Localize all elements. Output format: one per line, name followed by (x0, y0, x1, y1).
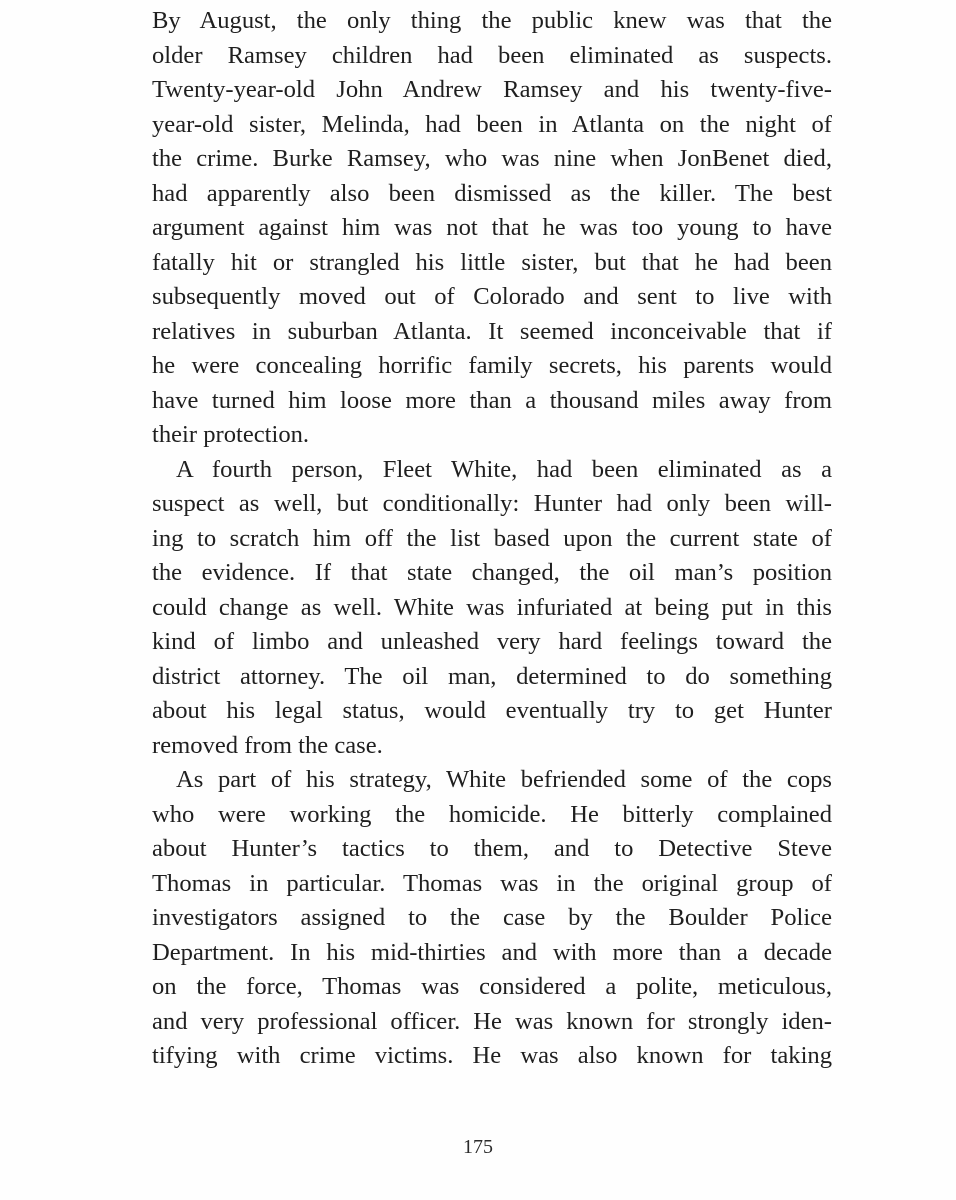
text-line: investigators assigned to the case by the Boulder Police (152, 904, 832, 931)
text-line: As part of his strategy, White befriended some of the cops (176, 766, 832, 793)
text-line: tifying with crime victims. He was also known for taking (152, 1042, 832, 1069)
text-line: year-old sister, Melinda, had been in Atlanta on the night of (152, 110, 832, 138)
text-line: suspect as well, but conditionally: Hunter had only been will- (152, 490, 832, 517)
text-line: Thomas in particular. Thomas was in the original group of (152, 869, 832, 897)
paragraph (152, 4, 832, 453)
text-line: argument against him was not that he was too young to have (152, 214, 832, 241)
text-line: subsequently moved out of Colorado and sent to live with (152, 283, 832, 310)
body-text (152, 4, 832, 1074)
text-line: Department. In his mid-thirties and with more than a decade (152, 938, 832, 966)
text-line: By August, the only thing the public knew was that the (152, 7, 832, 34)
text-line: have turned him loose more than a thousand miles away from (152, 386, 832, 414)
text-line: ing to scratch him off the list based upon the current state of (152, 524, 832, 552)
text-line: about Hunter’s tactics to them, and to Detective Steve (152, 835, 832, 862)
text-line: district attorney. The oil man, determined to do something (152, 662, 832, 690)
text-line: about his legal status, would eventually try to get Hunter (152, 697, 832, 724)
paragraph (152, 763, 832, 1074)
text-line: older Ramsey children had been eliminated as suspects. (152, 41, 832, 69)
text-line: he were concealing horrific family secrets, his parents would (152, 352, 832, 379)
text-line: A fourth person, Fleet White, had been eliminated as a (176, 455, 832, 483)
text-line: had apparently also been dismissed as the killer. The best (152, 179, 832, 207)
text-line: the crime. Burke Ramsey, who was nine when JonBenet died, (152, 145, 832, 172)
text-line: could change as well. White was infuriated at being put in this (152, 593, 832, 621)
text-line: relatives in suburban Atlanta. It seemed inconceivable that if (152, 317, 832, 345)
page-number: 175 (463, 1136, 493, 1158)
text-line: the evidence. If that state changed, the oil man’s position (152, 559, 832, 586)
text-line: their protection. (152, 421, 310, 448)
paragraph (152, 453, 832, 764)
text-line: kind of limbo and unleashed very hard feelings toward the (152, 628, 832, 655)
text-line: on the force, Thomas was considered a polite, meticulous, (152, 973, 832, 1000)
text-line: removed from the case. (152, 731, 383, 759)
text-line: and very professional officer. He was known for strongly iden- (152, 1007, 832, 1035)
text-line: Twenty-year-old John Andrew Ramsey and his twenty-five- (152, 76, 832, 103)
text-line: who were working the homicide. He bitterly complained (152, 800, 832, 828)
text-line: fatally hit or strangled his little sister, but that he had been (152, 248, 832, 276)
